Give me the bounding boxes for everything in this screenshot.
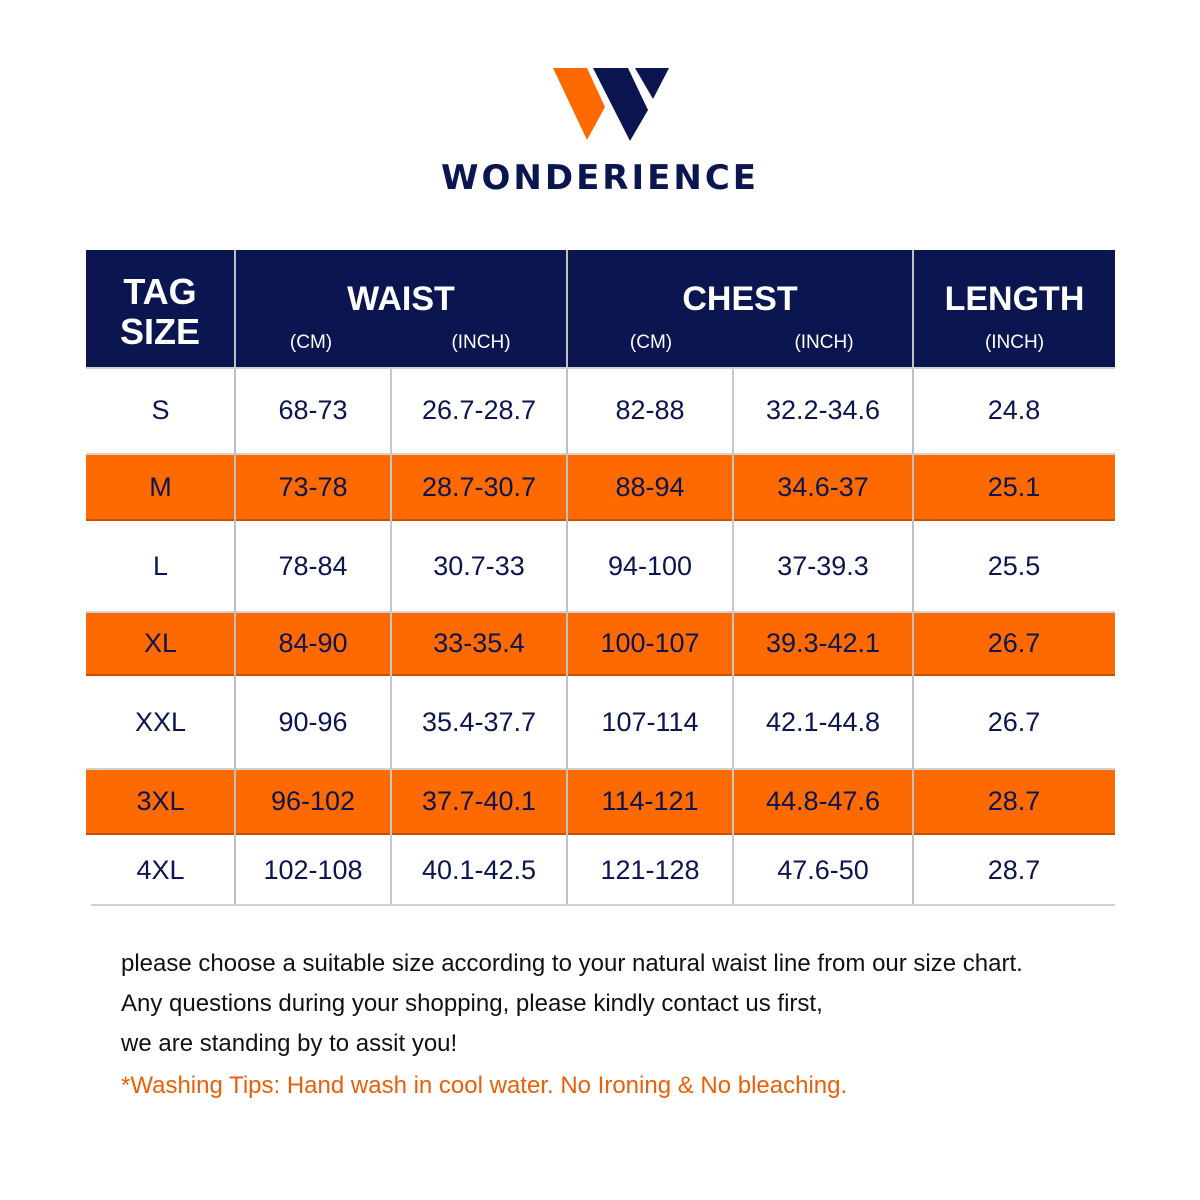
cell-size: L [152, 550, 169, 581]
cell-length: 26.7 [987, 628, 1041, 658]
cell-waist-cm: 73-78 [278, 471, 348, 502]
cell-length: 24.8 [987, 395, 1041, 425]
cell-chest-inch: 47.6-50 [777, 854, 869, 885]
header-length-label: LENGTH [944, 280, 1085, 318]
table-row [86, 453, 1115, 521]
grid-divider [91, 904, 1115, 906]
cell-waist-cm: 68-73 [278, 395, 348, 425]
cell-chest-inch: 39.3-42.1 [765, 628, 881, 658]
table-row [86, 369, 1115, 452]
cell-waist-cm: 84-90 [278, 628, 348, 658]
size-notes [121, 946, 1121, 1108]
grid-divider [912, 250, 914, 905]
note-line-2: Any questions during your shopping, please kindly contact us first, [121, 990, 823, 1017]
header-tag-line1: TAG [123, 271, 197, 312]
cell-waist-cm: 78-84 [278, 550, 348, 581]
cell-waist-cm: 90-96 [278, 706, 348, 737]
header-chest-inch: (INCH) [794, 332, 854, 353]
cell-chest-inch: 37-39.3 [777, 550, 869, 581]
note-line-3: we are standing by to assit you! [121, 1030, 458, 1057]
cell-chest-cm: 88-94 [615, 471, 685, 502]
table-row [86, 836, 1115, 904]
table-row [86, 522, 1115, 610]
cell-size: S [151, 395, 170, 425]
cell-waist-inch: 30.7-33 [433, 550, 525, 581]
cell-waist-cm: 96-102 [270, 786, 356, 816]
cell-chest-inch: 32.2-34.6 [765, 395, 881, 425]
cell-chest-cm: 100-107 [600, 628, 700, 658]
cell-chest-inch: 44.8-47.6 [765, 786, 881, 816]
cell-length: 28.7 [987, 854, 1041, 885]
note-line-1: please choose a suitable size according to your natural waist line from our size chart. [121, 950, 1023, 977]
header-chest [568, 250, 912, 367]
header-tag-size [86, 250, 234, 367]
cell-size: 3XL [136, 786, 185, 816]
table-row [86, 768, 1115, 835]
grid-divider [234, 250, 236, 905]
cell-length: 25.5 [987, 550, 1041, 581]
cell-waist-inch: 37.7-40.1 [421, 786, 537, 816]
cell-chest-inch: 42.1-44.8 [765, 706, 881, 737]
cell-chest-cm: 82-88 [615, 395, 685, 425]
header-waist-inch: (INCH) [451, 332, 511, 353]
grid-divider [732, 369, 734, 905]
header-length-inch: (INCH) [984, 332, 1045, 353]
cell-waist-inch: 26.7-28.7 [421, 395, 537, 425]
cell-chest-inch: 34.6-37 [777, 471, 869, 502]
cell-chest-cm: 94-100 [607, 550, 693, 581]
grid-divider [86, 367, 1115, 369]
grid-divider [390, 369, 392, 905]
header-tag-line2: SIZE [119, 311, 200, 352]
cell-chest-cm: 114-121 [601, 786, 699, 816]
cell-size: M [149, 471, 172, 502]
cell-chest-cm: 107-114 [601, 706, 699, 737]
grid-divider [566, 250, 568, 905]
cell-length: 28.7 [987, 786, 1041, 816]
cell-waist-inch: 40.1-42.5 [421, 854, 537, 885]
table-row [86, 677, 1115, 767]
cell-waist-inch: 28.7-30.7 [421, 471, 537, 502]
header-waist [236, 250, 566, 367]
w-logo-icon [553, 67, 669, 142]
cell-size: XL [143, 628, 178, 658]
brand-name: WONDERIENCE [441, 158, 759, 198]
cell-waist-cm: 102-108 [263, 854, 363, 885]
header-chest-cm: (CM) [629, 332, 673, 353]
cell-length: 26.7 [987, 706, 1041, 737]
cell-waist-inch: 33-35.4 [433, 628, 525, 658]
cell-length: 25.1 [987, 471, 1041, 502]
cell-waist-inch: 35.4-37.7 [421, 706, 537, 737]
table-row [86, 611, 1115, 676]
header-length [914, 250, 1115, 367]
header-chest-label: CHEST [682, 280, 798, 318]
cell-size: XXL [134, 706, 187, 737]
washing-tip: *Washing Tips: Hand wash in cool water. No Ironing & No bleaching. [121, 1072, 848, 1099]
header-waist-label: WAIST [347, 280, 455, 318]
header-waist-cm: (CM) [289, 332, 333, 353]
cell-chest-cm: 121-128 [600, 854, 700, 885]
cell-size: 4XL [136, 854, 185, 885]
